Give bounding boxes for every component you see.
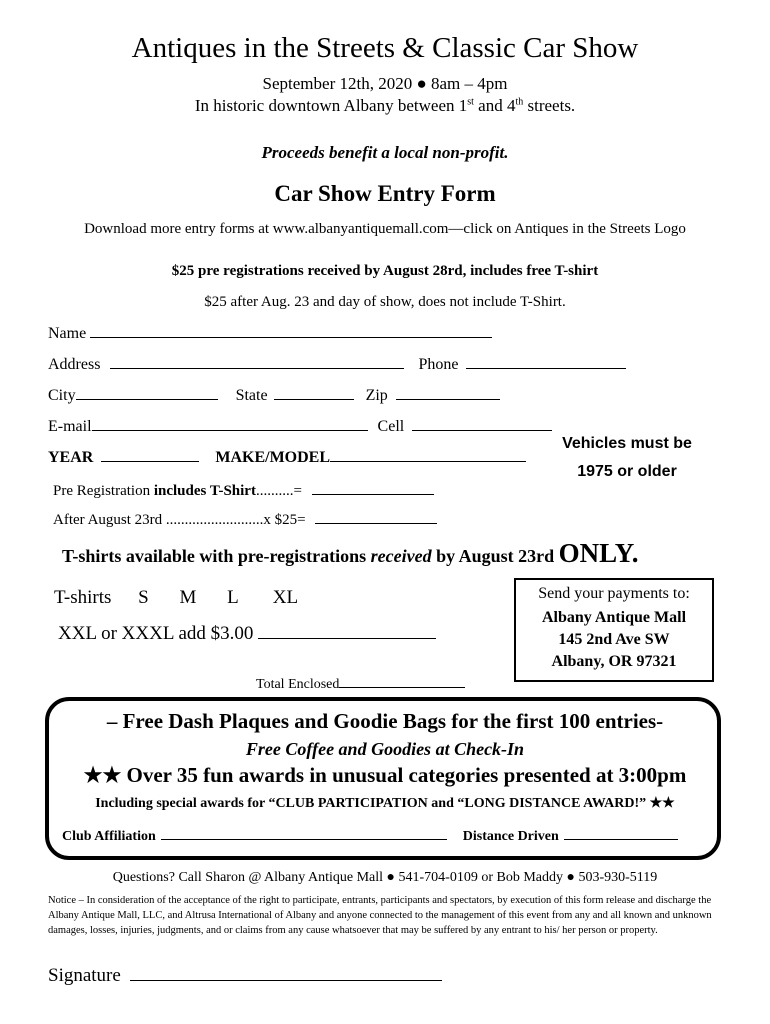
size-xl[interactable]: XL (272, 587, 299, 608)
phone-label: Phone (418, 356, 459, 373)
liability-notice: Notice – In consideration of the acceptance of the right to participate, entrants, participants and spectators, by execution of this form release and discharge the Albany Antique Mall, LLC, and Altrusa International of Albany and anyone connected to the management of this event from any and all known and unknown damages, losses, injuries, judgments, and or claims from any cause whatsoever that may be suffered by any entrant to his/ her person or property. (48, 895, 712, 936)
vehicle-age-note-line1: Vehicles must be (562, 435, 692, 452)
tshirt-headline-pre: T-shirts available with pre-registrations (62, 546, 371, 566)
state-field[interactable] (274, 385, 354, 400)
distance-driven-field[interactable] (564, 825, 678, 840)
pre-registration-amount-field[interactable] (312, 480, 434, 495)
form-heading: Car Show Entry Form (274, 181, 496, 206)
cell-field[interactable] (412, 416, 552, 431)
signature-row (48, 962, 442, 987)
signature-field[interactable] (130, 962, 442, 981)
questions-contact: Questions? Call Sharon @ Albany Antique Mall ● 541-704-0109 or Bob Maddy ● 503-930-5119 (112, 870, 658, 885)
location-sup-a: st (467, 96, 474, 108)
club-affiliation-label: Club Affiliation (62, 829, 156, 844)
tshirt-headline-post: by August 23rd (431, 546, 559, 566)
after-august-row (53, 509, 437, 529)
city-field[interactable] (76, 385, 218, 400)
perks-line-2: Free Coffee and Goodies at Check-In (245, 739, 525, 759)
state-label: State (235, 387, 268, 404)
phone-field[interactable] (466, 354, 626, 369)
xxl-row (58, 621, 436, 645)
after-august-label: After August 23rd ..........................x $25= (53, 512, 306, 528)
pre-registration-dots: ..........= (255, 483, 302, 499)
address-row (48, 354, 626, 374)
email-label: E-mail (48, 418, 92, 435)
pre-registration-label: Pre Registration (53, 483, 154, 499)
location-sup-b: th (515, 96, 524, 108)
make-model-label: MAKE/MODEL (215, 449, 331, 466)
vehicle-age-note-line2: 1975 or older (577, 463, 677, 480)
tshirt-headline-received: received (370, 546, 432, 566)
tshirt-headline (62, 538, 638, 569)
city-label: City (48, 387, 76, 404)
page-title: Antiques in the Streets & Classic Car Show (131, 32, 639, 64)
distance-driven-label: Distance Driven (462, 829, 559, 844)
name-field[interactable] (90, 323, 492, 338)
email-field[interactable] (92, 416, 368, 431)
pre-registration-note: $25 pre registrations received by August 28rd, includes free T-shirt (171, 263, 599, 279)
signature-label: Signature (48, 965, 121, 986)
payment-heading: Send your payments to: (538, 585, 690, 602)
payment-name: Albany Antique Mall (541, 609, 687, 626)
total-row (256, 673, 465, 693)
xxl-amount-field[interactable] (258, 621, 436, 639)
after-deadline-note: $25 after Aug. 23 and day of show, does not include T-Shirt. (204, 294, 566, 310)
zip-label: Zip (365, 387, 388, 404)
size-l[interactable]: L (227, 587, 239, 608)
size-s[interactable]: S (138, 587, 149, 608)
tshirt-headline-only: ONLY. (558, 538, 639, 568)
event-location (0, 96, 770, 116)
size-m[interactable]: M (179, 587, 197, 608)
xxl-label: XXL or XXXL add $3.00 (58, 623, 254, 644)
name-label: Name (48, 325, 87, 342)
cell-label: Cell (377, 418, 405, 435)
location-text-b: and 4 (473, 96, 516, 115)
tshirt-sizes-row (54, 587, 298, 609)
year-field[interactable] (101, 447, 199, 462)
vehicle-age-note (542, 430, 712, 486)
download-note: Download more entry forms at www.albanyantiquemall.com—click on Antiques in the Streets Logo (84, 221, 686, 237)
club-distance-row (62, 825, 678, 845)
total-label: Total Enclosed (256, 677, 340, 692)
perks-line-4: Including special awards for “CLUB PARTICIPATION and “LONG DISTANCE AWARD!” ★★ (95, 796, 675, 811)
payment-city: Albany, OR 97321 (551, 653, 677, 670)
email-row (48, 416, 552, 436)
club-affiliation-field[interactable] (161, 825, 447, 840)
address-label: Address (48, 356, 101, 373)
after-august-amount-field[interactable] (315, 509, 437, 524)
address-field[interactable] (110, 354, 404, 369)
zip-field[interactable] (396, 385, 500, 400)
perks-line-3: ★★ Over 35 fun awards in unusual categories presented at 3:00pm (83, 763, 687, 787)
total-field[interactable] (339, 673, 465, 688)
pre-registration-row (53, 480, 434, 500)
perks-line-1: – Free Dash Plaques and Goodie Bags for the first 100 entries- (106, 709, 664, 733)
event-date: September 12th, 2020 ● 8am – 4pm (262, 74, 508, 93)
proceeds-note: Proceeds benefit a local non-profit. (261, 143, 509, 162)
make-model-field[interactable] (330, 447, 526, 462)
city-row (48, 385, 500, 405)
vehicle-row (48, 447, 526, 467)
tshirt-sizes-label: T-shirts (54, 587, 112, 608)
payment-street: 145 2nd Ave SW (558, 631, 670, 648)
payment-address-box (514, 578, 714, 682)
name-row (48, 323, 492, 343)
includes-tshirt-label: includes T-Shirt (153, 483, 256, 499)
location-text-a: In historic downtown Albany between 1 (194, 96, 468, 115)
location-text-c: streets. (523, 96, 576, 115)
year-label: YEAR (48, 449, 94, 466)
